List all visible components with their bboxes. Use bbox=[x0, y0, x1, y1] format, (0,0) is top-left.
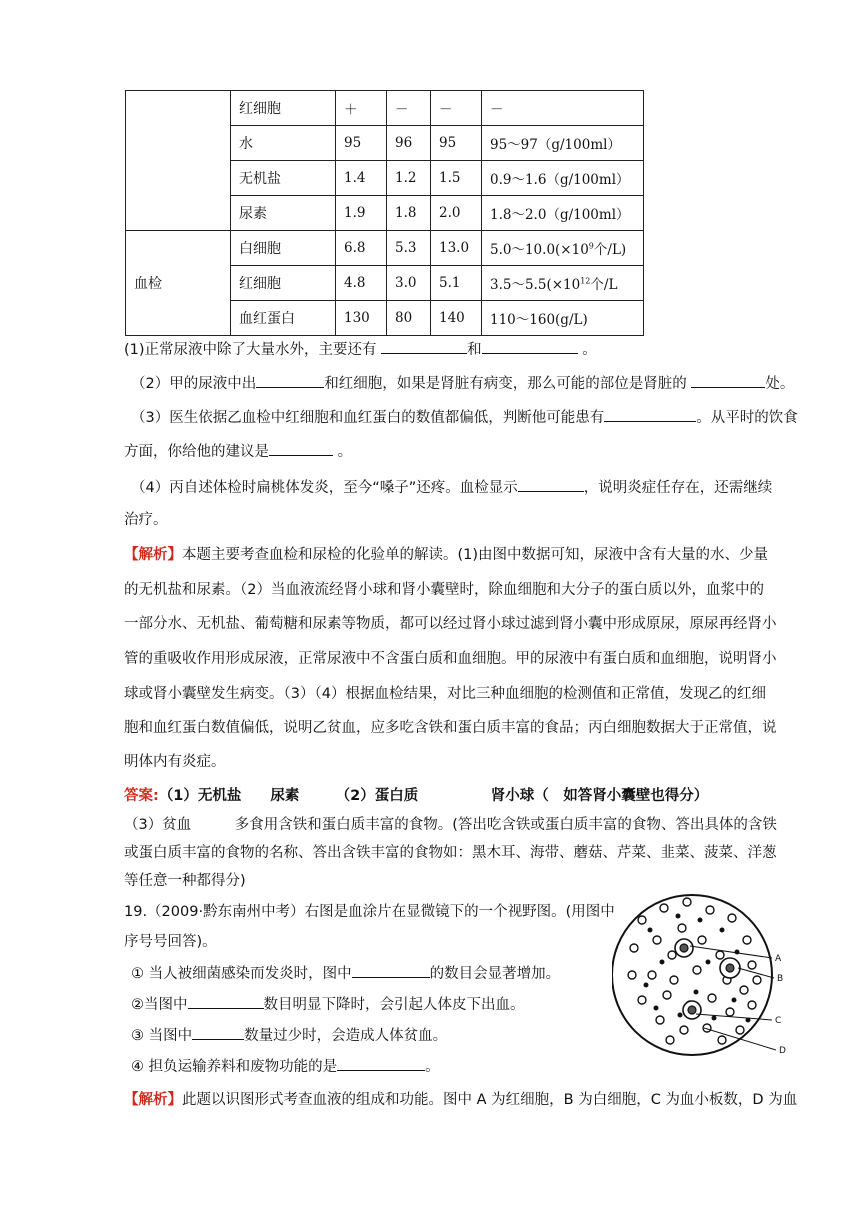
table-row bbox=[126, 91, 644, 126]
answer-blank[interactable] bbox=[256, 373, 324, 388]
blood-cell bbox=[680, 1026, 688, 1034]
blood-cell bbox=[676, 914, 680, 918]
analysis2-line: 【解析】此题以识图形式考查血液的组成和功能。图中 A 为红细胞，B 为白细胞，C 为血小板数，D 为血 bbox=[124, 1092, 798, 1108]
blood-cell bbox=[638, 916, 646, 924]
blood-cell bbox=[712, 1016, 716, 1020]
answer-line: 答案:（1）无机盐 尿素 （2）蛋白质 肾小球（ 如答肾小囊壁也得分） bbox=[124, 788, 709, 804]
answer-tag: 答案: bbox=[124, 788, 159, 804]
answer-blank[interactable] bbox=[352, 963, 430, 978]
blood-cell bbox=[656, 1016, 664, 1024]
blood-cell bbox=[666, 1036, 674, 1044]
blood-cell bbox=[693, 966, 701, 974]
blood-cell bbox=[678, 1013, 682, 1017]
table-cell: 130 bbox=[336, 301, 387, 336]
table-normal-cell: 110～160(g/L) bbox=[482, 301, 644, 336]
blood-smear-figure bbox=[612, 880, 802, 1100]
blood-cell bbox=[644, 983, 648, 987]
question-19-sub3: ③ 当图中 数量过少时，会造成人体贫血。 bbox=[131, 1025, 447, 1046]
table-normal-cell: $3.5\sim 5.5(\times 10^{12}$个/L bbox=[482, 266, 644, 301]
answer-blank[interactable] bbox=[188, 994, 264, 1009]
blood-cell bbox=[688, 1006, 696, 1014]
question-3-line2: 方面，你给他的建议是 。 bbox=[124, 441, 352, 462]
answer-blank[interactable] bbox=[337, 1056, 425, 1071]
table-cell: 红细胞 bbox=[231, 91, 336, 126]
table-cell: ＋ bbox=[336, 91, 387, 126]
blood-cell bbox=[753, 976, 761, 984]
analysis2-tag: 【解析】 bbox=[124, 1092, 182, 1108]
analysis-line: 的无机盐和尿素。（2）当血液流经肾小球和肾小囊壁时，除血细胞和大分子的蛋白质以外，血浆中的 bbox=[124, 582, 764, 598]
blood-cell bbox=[698, 918, 702, 922]
blood-cell bbox=[628, 971, 636, 979]
blood-cell bbox=[648, 971, 656, 979]
analysis-tag: 【解析】 bbox=[124, 547, 182, 563]
table-normal-cell: 1.8～2.0（g/100ml） bbox=[482, 196, 644, 231]
blood-cell bbox=[660, 960, 664, 964]
question-2: （2）甲的尿液中出 和红细胞，如果是肾脏有病变，那么可能的部位是肾脏的 处。 bbox=[131, 373, 794, 394]
table-normal-cell: － bbox=[482, 91, 644, 126]
answer-blank[interactable] bbox=[482, 339, 578, 354]
table-cell: 5.3 bbox=[387, 231, 431, 266]
answer-blank[interactable] bbox=[192, 1025, 244, 1040]
table-cell: 6.8 bbox=[336, 231, 387, 266]
table-cell: 白细胞 bbox=[231, 231, 336, 266]
analysis-line: 一部分水、无机盐、葡萄糖和尿素等物质，都可以经过肾小球过滤到肾小囊中形成原尿，原尿再经肾小 bbox=[124, 616, 777, 632]
table-cell: 1.2 bbox=[387, 161, 431, 196]
question-19-line1: 19.（2009·黔东南州中考）右图是血涂片在显微镜下的一个视野图。(用图中 bbox=[124, 904, 615, 920]
analysis-line: 明体内有炎症。 bbox=[124, 754, 226, 770]
table-cell: 尿素 bbox=[231, 196, 336, 231]
blood-cell bbox=[648, 928, 652, 932]
table-row bbox=[126, 231, 644, 266]
blood-cell bbox=[683, 898, 691, 906]
figure-label: C bbox=[775, 1016, 782, 1026]
table-cell: 2.0 bbox=[431, 196, 482, 231]
answer-blank[interactable] bbox=[381, 339, 467, 354]
table-cell: 4.8 bbox=[336, 266, 387, 301]
blood-cell bbox=[743, 936, 751, 944]
question-19-line2: 序号号回答)。 bbox=[124, 934, 217, 950]
blood-cell bbox=[694, 990, 698, 994]
figure-label: A bbox=[775, 954, 782, 964]
blood-cell bbox=[670, 976, 678, 984]
blood-cell bbox=[663, 991, 671, 999]
table-cell: 1.9 bbox=[336, 196, 387, 231]
question-19-sub2: ②当图中 数目明显下降时，会引起人体皮下出血。 bbox=[131, 994, 525, 1015]
blood-cell bbox=[736, 1026, 744, 1034]
table-cell: 1.5 bbox=[431, 161, 482, 196]
table-cell: 1.8 bbox=[387, 196, 431, 231]
answer-blank[interactable] bbox=[691, 373, 765, 388]
table-group-cell bbox=[126, 91, 231, 231]
blood-cell bbox=[630, 944, 638, 952]
table-cell: 红细胞 bbox=[231, 266, 336, 301]
blood-cell bbox=[680, 944, 688, 952]
analysis-line: 球或肾小囊壁发生病变。（3）（4）根据血检结果，对比三种血细胞的检测值和正常值，发现乙的红细 bbox=[124, 686, 766, 702]
blood-cell bbox=[668, 951, 676, 959]
table-cell: － bbox=[387, 91, 431, 126]
question-1: (1)正常尿液中除了大量水外，主要还有 和 。 bbox=[124, 339, 597, 360]
table-cell: 1.4 bbox=[336, 161, 387, 196]
blood-cell bbox=[748, 1001, 756, 1009]
table-cell: 13.0 bbox=[431, 231, 482, 266]
table-cell: 血红蛋白 bbox=[231, 301, 336, 336]
blood-cell bbox=[638, 996, 646, 1004]
table-normal-cell: $5.0\sim 10.0(\times 10^9$个/L) bbox=[482, 231, 644, 266]
table-group-cell: 血检 bbox=[126, 231, 231, 336]
blood-cell bbox=[706, 906, 714, 914]
table-cell: 140 bbox=[431, 301, 482, 336]
table-cell: 95 bbox=[431, 126, 482, 161]
table-cell: 无机盐 bbox=[231, 161, 336, 196]
blood-cell bbox=[728, 914, 736, 922]
figure-label: D bbox=[779, 1046, 786, 1056]
answer-line: 或蛋白质丰富的食物的名称、答出含铁丰富的食物如：黑木耳、海带、蘑菇、芹菜、韭菜、菠菜、洋葱 bbox=[124, 845, 777, 861]
blood-cell bbox=[654, 1006, 658, 1010]
answer-line: 等任意一种都得分) bbox=[124, 873, 246, 889]
question-4-line2: 治疗。 bbox=[124, 512, 168, 528]
blood-cell bbox=[706, 960, 710, 964]
table-cell: 3.0 bbox=[387, 266, 431, 301]
blood-cell bbox=[653, 936, 661, 944]
table-cell: 水 bbox=[231, 126, 336, 161]
blood-cell bbox=[698, 936, 706, 944]
lab-results-table bbox=[125, 90, 644, 336]
blood-cell bbox=[726, 964, 734, 972]
blood-cell bbox=[740, 986, 748, 994]
question-3-line1: （3）医生依据乙血检中红细胞和血红蛋白的数值都偏低，判断他可能患有 。从平时的饮食 bbox=[131, 407, 798, 428]
question-4-line1: （4）丙自述体检时扁桃体发炎，至今“嗓子”还疼。血检显示 ，说明炎症任存在，还需继续 bbox=[131, 477, 772, 498]
question-19-sub4: ④ 担负运输养料和废物功能的是 。 bbox=[131, 1056, 440, 1077]
analysis-line: 【解析】本题主要考查血检和尿检的化验单的解读。(1)由图中数据可知，尿液中含有大量的水、少量 bbox=[124, 547, 769, 563]
table-cell: 96 bbox=[387, 126, 431, 161]
blood-cell bbox=[720, 928, 724, 932]
table-cell: 5.1 bbox=[431, 266, 482, 301]
figure-label: B bbox=[777, 974, 784, 984]
blood-cell bbox=[732, 998, 736, 1002]
blood-cell bbox=[718, 1036, 726, 1044]
answer-line: （3）贫血 多食用含铁和蛋白质丰富的食物。(答出吃含铁或蛋白质丰富的食物、答出具体的含铁 bbox=[124, 817, 777, 833]
analysis-line: 管的重吸收作用形成尿液，正常尿液中不含蛋白质和血细胞。甲的尿液中有蛋白质和血细胞，说明肾小 bbox=[124, 651, 777, 667]
table-cell: 95 bbox=[336, 126, 387, 161]
analysis-line: 胞和血红蛋白数值偏低，说明乙贫血，应多吃含铁和蛋白质丰富的食品；丙白细胞数据大于正常值，说 bbox=[124, 720, 777, 736]
table-cell: － bbox=[431, 91, 482, 126]
answer-blank[interactable] bbox=[604, 407, 696, 422]
blood-cell bbox=[678, 924, 686, 932]
table-normal-cell: 95～97（g/100ml） bbox=[482, 126, 644, 161]
table-normal-cell: 0.9～1.6（g/100ml） bbox=[482, 161, 644, 196]
table-cell: 80 bbox=[387, 301, 431, 336]
answer-blank[interactable] bbox=[518, 477, 584, 492]
blood-cell bbox=[726, 1008, 734, 1016]
answer-blank[interactable] bbox=[269, 441, 333, 456]
blood-cell bbox=[748, 961, 756, 969]
blood-cell bbox=[708, 994, 716, 1002]
blood-cell bbox=[660, 904, 668, 912]
blood-cell bbox=[716, 951, 724, 959]
question-19-sub1: ① 当人被细菌感染而发炎时，图中 的数目会显著增加。 bbox=[131, 963, 560, 984]
